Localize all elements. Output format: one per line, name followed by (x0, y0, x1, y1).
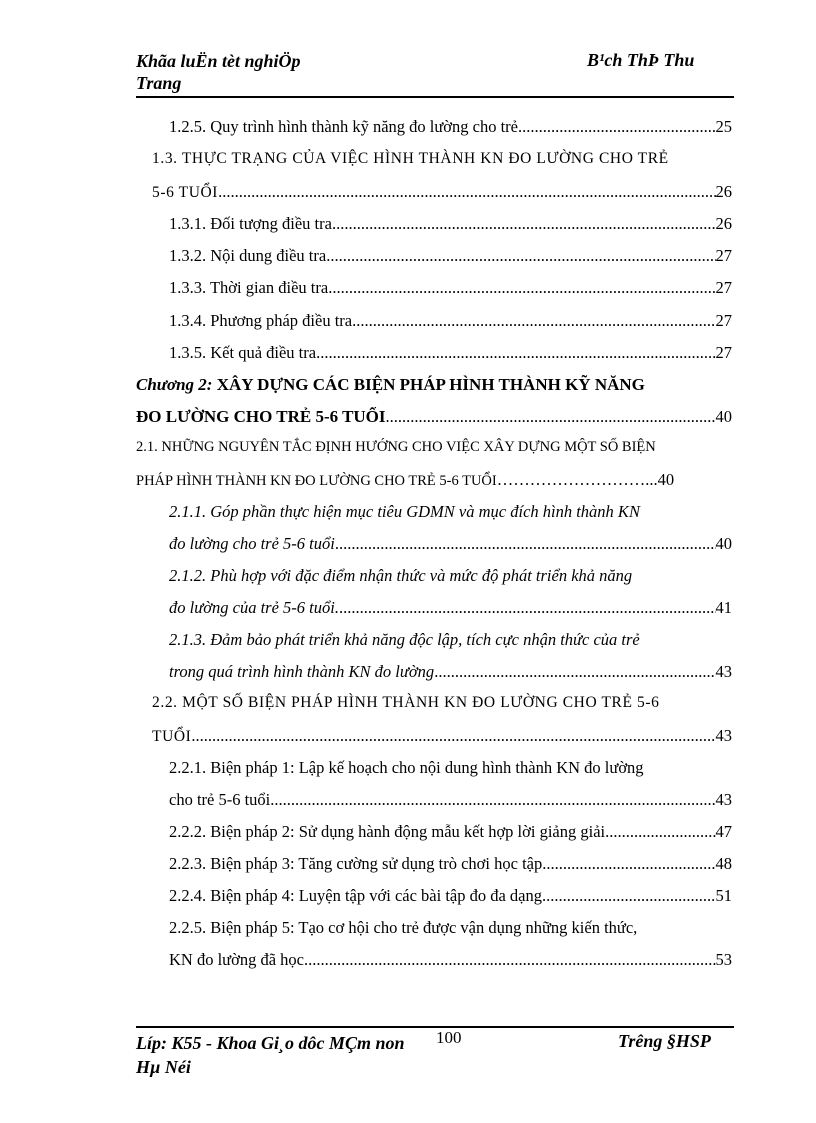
header-page-label: Trang (136, 73, 182, 93)
toc-entry-1-3 (152, 182, 732, 202)
toc-page-number: 27 (715, 311, 732, 330)
toc-page-number: 43 (715, 726, 732, 745)
toc-entry-1-3-4 (169, 311, 732, 331)
toc-entry-title: 1.2.5. Quy trình hình thành kỹ năng đo lường cho trẻ. (169, 117, 523, 136)
toc-entry-1-3-line1: 1.3. THỰC TRẠNG CỦA VIỆC HÌNH THÀNH KN ĐO LƯỜNG CHO TRẺ (152, 150, 669, 167)
toc-entry-1-3-3 (169, 278, 732, 298)
toc-entry-2-1-title: PHÁP HÌNH THÀNH KN ĐO LƯỜNG CHO TRẺ 5-6 TUỔI (136, 473, 497, 489)
toc-entry-2-2-3 (169, 854, 732, 874)
page-number: 100 (436, 1028, 462, 1047)
dot-leader (218, 182, 715, 202)
toc-entry-2-1-line1: 2.1. NHỮNG NGUYÊN TẮC ĐỊNH HƯỚNG CHO VIỆC XÂY DỰNG MỘT SỐ BIỆN (136, 439, 656, 455)
toc-entry-2-2-1-line1: 2.2.1. Biện pháp 1: Lập kế hoạch cho nội dung hình thành KN đo lường (169, 758, 644, 777)
chapter-2-title-part1: XÂY DỰNG CÁC BIỆN PHÁP HÌNH THÀNH KỸ NĂNG (212, 375, 645, 394)
header-left (136, 50, 301, 94)
footer-rule (136, 1026, 734, 1028)
header-rule (136, 96, 734, 98)
toc-entry-2-2-2 (169, 822, 732, 842)
footer-class-faculty: Líp: K55 - Khoa Gi¸o dôc MÇm non (136, 1033, 405, 1053)
toc-entry-2-1-1-line1: 2.1.1. Góp phần thực hiện mục tiêu GDMN và mục đích hình thành KN (169, 502, 640, 521)
dot-leader (270, 790, 715, 810)
dot-leader (386, 407, 716, 427)
dot-leader (605, 822, 715, 842)
toc-entry-2-2-5-line1: 2.2.5. Biện pháp 5: Tạo cơ hội cho trẻ được vận dụng những kiến thức, (169, 918, 638, 937)
toc-entry-2-2-4 (169, 886, 732, 906)
toc-entry-2-1-page: ..40 (649, 470, 675, 489)
toc-chapter-2 (136, 407, 732, 427)
toc-entry-title: 1.3.3. Thời gian điều tra (169, 278, 329, 297)
footer-left (136, 1031, 405, 1079)
toc-page-number: 27 (715, 343, 732, 362)
dot-leader (191, 726, 715, 746)
toc-entry-title: đo lường của trẻ 5-6 tuổi. (169, 598, 339, 617)
toc-entry-title: KN đo lường đã học (169, 950, 304, 969)
toc-entry-1-2-5 (169, 117, 732, 137)
toc-entry-1-3-1 (169, 214, 732, 234)
toc-chapter-2-line1 (136, 375, 645, 395)
toc-entry-2-1-3 (169, 662, 732, 682)
dot-leader (335, 534, 716, 554)
toc-entry-title: 5-6 TUỔI (152, 184, 219, 201)
dot-leader (304, 950, 716, 970)
toc-entry-title: 1.3.1. Đối tượng điều tra (169, 214, 332, 233)
header-author: B¹ch ThÞ Thu (587, 50, 695, 70)
toc-page-number: 40 (715, 407, 732, 426)
toc-page-number: 26 (715, 214, 732, 233)
toc-entry-1-3-2 (169, 246, 732, 266)
toc-entry-title: ĐO LƯỜNG CHO TRẺ 5-6 TUỔI (136, 407, 386, 426)
toc-page-number: 27 (715, 278, 732, 297)
dot-leader (542, 886, 716, 906)
footer-university: Trêng §HSP (618, 1031, 711, 1051)
toc-entry-2-1-leader: ………………………. (496, 470, 650, 489)
toc-page-number: 43 (715, 662, 732, 681)
dot-leader (352, 311, 715, 331)
dot-leader (339, 598, 716, 618)
chapter-2-label: Chương 2: (136, 375, 213, 394)
toc-page-number: 43 (715, 790, 732, 809)
toc-entry-2-1-2 (169, 598, 732, 618)
toc-page-number: 41 (715, 598, 732, 617)
toc-page-number: 26 (715, 182, 732, 201)
dot-leader (326, 246, 715, 266)
dot-leader (316, 343, 715, 363)
toc-entry-title: TUỔI (152, 728, 192, 745)
dot-leader (332, 214, 716, 234)
toc-entry-2-1-2-line1: 2.1.2. Phù hợp với đặc điểm nhận thức và mức độ phát triển khả năng (169, 566, 633, 585)
toc-entry-title: 2.2.2. Biện pháp 2: Sử dụng hành động mẫu kết hợp lời giảng giải (169, 822, 606, 841)
dot-leader (434, 662, 715, 682)
toc-entry-2-1 (136, 470, 734, 490)
toc-entry-title: cho trẻ 5-6 tuổi (169, 790, 271, 809)
toc-page-number: 48 (715, 854, 732, 873)
toc-entry-2-1-1 (169, 534, 732, 554)
toc-entry-2-1-3-line1: 2.1.3. Đảm bảo phát triển khả năng độc lập, tích cực nhận thức của trẻ (169, 630, 640, 649)
dot-leader (542, 854, 715, 874)
toc-entry-title: 2.2.3. Biện pháp 3: Tăng cường sử dụng trò chơi học tập (169, 854, 543, 873)
toc-entry-title: 2.2.4. Biện pháp 4: Luyện tập với các bài tập đo đa dạng (169, 886, 542, 905)
toc-entry-1-3-5 (169, 343, 732, 363)
dot-leader (328, 278, 715, 298)
toc-entry-title: 1.3.4. Phương pháp điều tra (169, 311, 353, 330)
dot-leader (522, 117, 715, 137)
toc-entry-title: 1.3.2. Nội dung điều tra (169, 246, 327, 265)
toc-entry-2-2 (152, 726, 732, 746)
toc-entry-2-2-5 (169, 950, 732, 970)
toc-page-number: 27 (715, 246, 732, 265)
footer-city: Hµ Néi (136, 1057, 191, 1077)
toc-entry-2-2-line1: 2.2. MỘT SỐ BIỆN PHÁP HÌNH THÀNH KN ĐO LƯỜNG CHO TRẺ 5-6 (152, 694, 660, 711)
toc-page-number: 47 (715, 822, 732, 841)
toc-page-number: 25 (715, 117, 732, 136)
toc-entry-title: đo lường cho trẻ 5-6 tuổi (169, 534, 335, 553)
toc-page-number: 53 (715, 950, 732, 969)
toc-entry-title: trong quá trình hình thành KN đo lường (169, 662, 435, 681)
toc-entry-2-2-1 (169, 790, 732, 810)
toc-page-number: 51 (715, 886, 732, 905)
toc-entry-title: 1.3.5. Kết quả điều tra (169, 343, 317, 362)
header-thesis-title: Khãa luËn tèt nghiÖp (136, 51, 301, 71)
toc-page-number: 40 (715, 534, 732, 553)
